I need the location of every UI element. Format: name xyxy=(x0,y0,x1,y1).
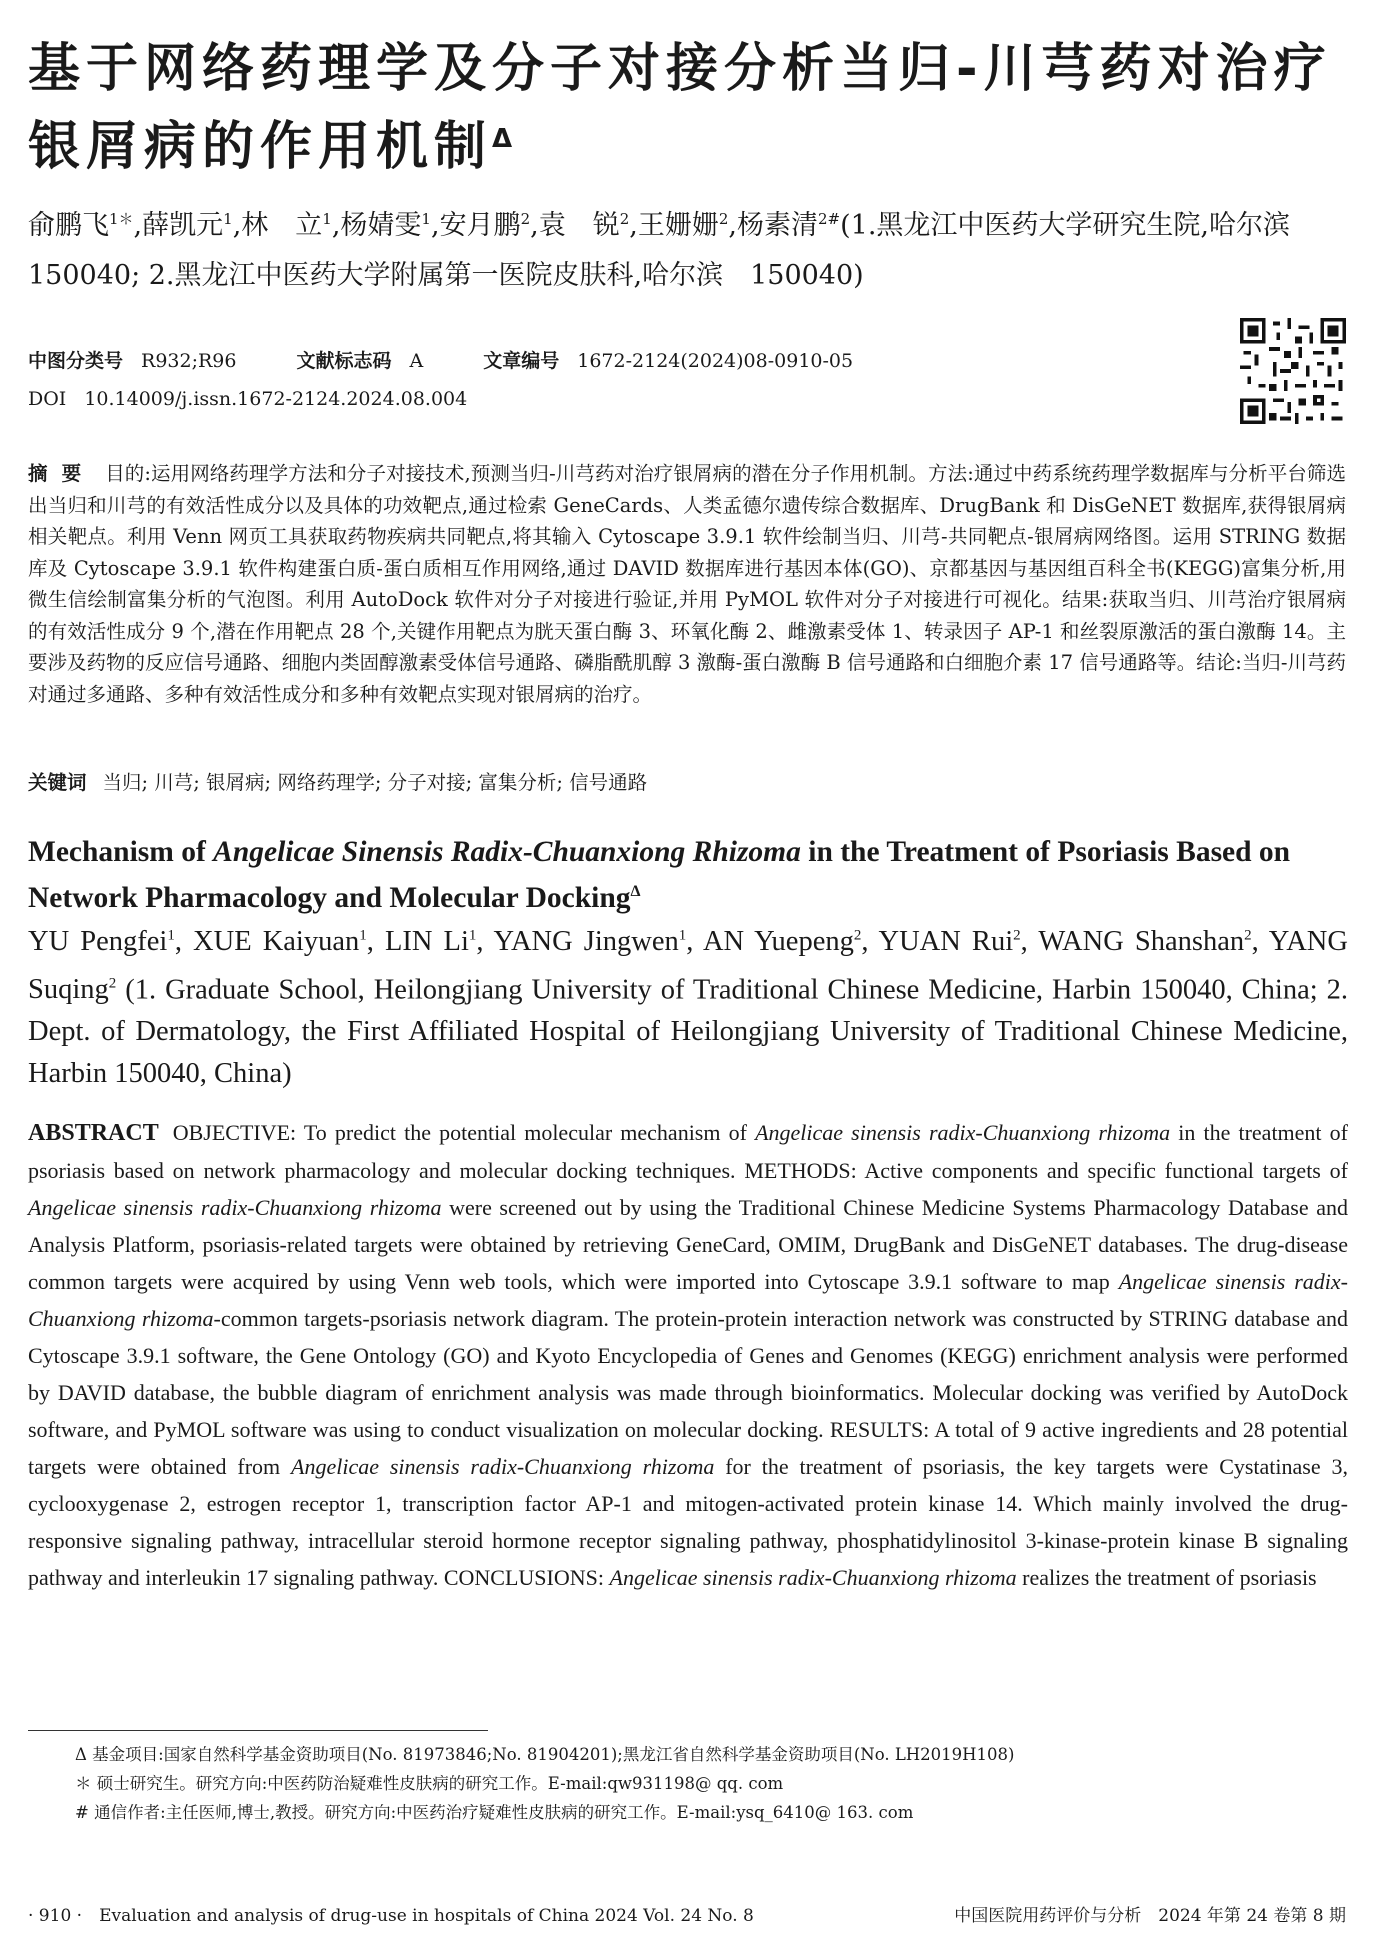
author-name: YANG Suqing xyxy=(28,925,1348,1005)
qr-code-icon[interactable] xyxy=(1240,318,1346,424)
herb-name: Angelicae sinensis radix-Chuanxiong rhizoma xyxy=(609,1565,1017,1590)
english-title-part: Mechanism of xyxy=(28,836,214,868)
author-affiliation-mark: 1 xyxy=(322,210,332,228)
clc-value: R932;R96 xyxy=(141,350,237,372)
english-abstract-label: ABSTRACT xyxy=(28,1120,159,1146)
author-affiliation-mark: 1 xyxy=(421,210,431,228)
english-title xyxy=(28,832,1348,918)
author-name: 王姗姗 xyxy=(637,210,719,241)
footnotes xyxy=(75,1740,1355,1827)
chinese-author-list: 俞鹏飞$^{1*}$,薛凯元$^1$,林 立$^1$,杨婧雯$^1$,安月鹏$^2$,袁 锐$^2$,王姗姗$^2$,杨素清$^{2\#}$ xyxy=(28,210,841,241)
author-affiliation-mark: 2 xyxy=(718,210,729,228)
footnote-divider xyxy=(28,1730,488,1731)
doi-label: DOI xyxy=(28,388,67,410)
author-name: YUAN Rui xyxy=(878,925,1014,957)
clc-label: 中图分类号 xyxy=(28,350,124,372)
funding-footnote: Δ 基金项目:国家自然科学基金资助项目(No. 81973846;No. 81904201);黑龙江省自然科学基金资助项目(No. LH2019H108) xyxy=(75,1745,1015,1764)
doi-value[interactable]: 10.14009/j.issn.1672-2124.2024.08.004 xyxy=(84,388,468,410)
chinese-abstract xyxy=(28,458,1346,710)
author-name: 俞鹏飞 xyxy=(28,210,109,241)
author-name: YU Pengfei xyxy=(28,925,168,957)
author-affiliation-mark: 1 xyxy=(167,927,175,943)
author-affiliation-mark: 2 xyxy=(108,975,117,992)
english-abstract xyxy=(28,1114,1348,1596)
abstract-text: realizes the treatment of psoriasis xyxy=(1016,1565,1317,1590)
author-affiliation-mark: 1＊ xyxy=(109,210,134,228)
doc-code-label: 文献标志码 xyxy=(296,350,392,372)
author-name: 杨素清 xyxy=(736,210,818,241)
classification-row xyxy=(28,348,853,374)
abstract-text: were screened out by using the Traditional Chinese Medicine Systems Pharmacology Database and Analysis Platform, psoriasis-related targets were obtained by retrieving GeneCard, OMIM, DrugBank and DisGeNET databases. The drug-disease common targets were acquired by using Venn web tools, which were imported into Cytoscape 3.9.1 software to map xyxy=(28,1195,1348,1294)
chinese-authors xyxy=(28,194,1348,301)
english-affiliations: (1. Graduate School, Heilongjiang University of Traditional Chinese Medicine, Harbin 150040, China; 2. Dept. of Dermatology, the First Affiliated Hospital of Heilongjiang University of Traditional Chinese Medicine, Harbin 150040, China) xyxy=(28,974,1349,1089)
chinese-keywords xyxy=(28,768,1346,798)
footer-journal-en: · 910 · Evaluation and analysis of drug-use in hospitals of China 2024 Vol. 24 No. 8 xyxy=(28,1906,754,1926)
author-name: AN Yuepeng xyxy=(702,925,854,957)
author-name: WANG Shanshan xyxy=(1038,925,1245,957)
english-title-part: in the Treatment of Psoriasis Based on Network Pharmacology and Molecular Docking xyxy=(28,836,1291,914)
author-affiliation-mark: 2 xyxy=(1244,927,1252,943)
abstract-text: for the treatment of psoriasis, the key targets were Cystatinase 3, cyclooxygenase 2, estrogen receptor 1, transcription factor AP-1 and mitogen-activated protein kinase 14. Which mainly involved the drug-responsive signaling pathway, intracellular steroid hormone receptor signaling pathway, phosphatidylinositol 3-kinase-protein kinase B signaling pathway and interleukin 17 signaling pathway. CONCLUSIONS: xyxy=(28,1454,1348,1590)
first-author-footnote: ＊ 硕士研究生。研究方向:中医药防治疑难性皮肤病的研究工作。E-mail:qw931198@ qq. com xyxy=(75,1774,784,1793)
english-authors xyxy=(28,914,1348,1095)
doi-row xyxy=(28,386,467,412)
author-name: XUE Kaiyuan xyxy=(193,925,360,957)
author-affiliation-mark: 1 xyxy=(359,927,367,943)
article-no-value: 1672-2124(2024)08-0910-05 xyxy=(577,350,854,372)
abstract-text: -common targets-psoriasis network diagram. The protein-protein interaction network was constructed by STRING database and Cytoscape 3.9.1 software, the Gene Ontology (GO) and Kyoto Encyclopedia of Genes and Genomes (KEGG) enrichment analysis were performed by DAVID database, the bubble diagram of enrichment analysis was made through bioinformatics. Molecular docking was verified by AutoDock software, and PyMOL software was using to conduct visualization on molecular docking. RESULTS: A total of 9 active ingredients and 28 potential targets were obtained from xyxy=(28,1306,1349,1479)
corresponding-author-footnote: # 通信作者:主任医师,博士,教授。研究方向:中医药治疗疑难性皮肤病的研究工作。E-mail:ysq_6410@ 163. com xyxy=(75,1803,914,1822)
english-title-herb: Angelicae Sinensis Radix-Chuanxiong Rhizoma xyxy=(213,836,801,868)
author-name: 安月鹏 xyxy=(439,210,521,241)
abstract-text: OBJECTIVE: To predict the potential molecular mechanism of xyxy=(172,1120,756,1145)
article-no-label: 文章编号 xyxy=(483,350,560,372)
chinese-affiliations: (1.黑龙江中医药大学研究生院,哈尔滨 150040; 2.黑龙江中医药大学附属第一医院皮肤科,哈尔滨 150040) xyxy=(28,210,1317,291)
abstract-text: in the treatment of psoriasis based on network pharmacology and molecular docking techniques. METHODS: Active components and specific functional targets of xyxy=(28,1120,1348,1183)
herb-name: Angelicae sinensis radix-Chuanxiong rhizoma xyxy=(291,1454,715,1479)
footer-journal-cn: 中国医院用药评价与分析 2024 年第 24 卷第 8 期 xyxy=(954,1906,1346,1926)
author-name: 杨婧雯 xyxy=(340,210,422,241)
author-affiliation-mark: 2 xyxy=(520,210,531,228)
chinese-keywords-label: 关键词 xyxy=(28,771,87,794)
herb-name: Angelicae sinensis radix-Chuanxiong rhizoma xyxy=(28,1195,442,1220)
author-affiliation-mark: 2 xyxy=(853,927,862,943)
author-affiliation-mark: 2# xyxy=(817,210,841,228)
author-affiliation-mark: 2 xyxy=(619,210,630,228)
english-funding-mark: Δ xyxy=(630,883,641,900)
english-author-list: YU Pengfei$^1$, XUE Kaiyuan$^1$, LIN Li$^1$, YANG Jingwen$^1$, AN Yuepeng$^2$, YUAN Rui$^2$, WANG Shanshan$^2$, YANG Suqing$^2$ xyxy=(28,925,1348,1005)
chinese-abstract-text: 目的:运用网络药理学方法和分子对接技术,预测当归-川芎药对治疗银屑病的潜在分子作用机制。方法:通过中药系统药理学数据库与分析平台筛选出当归和川芎的有效活性成分以及具体的功效靶点,通过检索 GeneCards、人类孟德尔遗传综合数据库、DrugBank 和 DisGeNET 数据库,获得银屑病相关靶点。利用 Venn 网页工具获取药物疾病共同靶点,将其输入 Cytoscape 3.9.1 软件绘制当归、川芎-共同靶点-银屑病网络图。运用 STRING 数据库及 Cytoscape 3.9.1 软件构建蛋白质-蛋白质相互作用网络,通过 DAVID 数据库进行基因本体(GO)、京都基因与基因组百科全书(KEGG)富集分析,用微生信绘制富集分析的气泡图。利用 AutoDock 软件对分子对接进行验证,并用 PyMOL 软件对分子对接进行可视化。结果:获取当归、川芎治疗银屑病的有效活性成分 9 个,潜在作用靶点 28 个,关键作用靶点为胱天蛋白酶 3、环氧化酶 2、雌激素受体 1、转录因子 AP-1 和丝裂原激活的蛋白激酶 14。主要涉及药物的反应信号通路、细胞内类固醇激素受体信号通路、磷脂酰肌醇 3 激酶-蛋白激酶 B 信号通路和白细胞介素 17 信号通路等。结论:当归-川芎药对通过多通路、多种有效活性成分和多种有效靶点实现对银屑病的治疗。 xyxy=(28,462,1346,706)
chinese-title xyxy=(28,30,1348,186)
author-name: 林 立 xyxy=(241,210,323,241)
doc-code-value: A xyxy=(409,350,424,372)
author-affiliation-mark: 1 xyxy=(468,927,477,943)
author-affiliation-mark: 1 xyxy=(678,927,687,943)
chinese-keywords-text: 当归; 川芎; 银屑病; 网络药理学; 分子对接; 富集分析; 信号通路 xyxy=(102,771,648,794)
herb-name: Angelicae sinensis radix-Chuanxiong rhizoma xyxy=(28,1269,1348,1331)
author-name: 袁 锐 xyxy=(538,210,620,241)
author-name: LIN Li xyxy=(384,925,469,957)
author-affiliation-mark: 1 xyxy=(223,210,233,228)
herb-name: Angelicae sinensis radix-Chuanxiong rhizoma xyxy=(755,1120,1171,1145)
author-name: YANG Jingwen xyxy=(493,925,679,957)
chinese-abstract-label: 摘要 xyxy=(28,462,96,485)
funding-mark: Δ xyxy=(492,124,513,154)
author-affiliation-mark: 2 xyxy=(1013,927,1021,943)
author-name: 薛凯元 xyxy=(142,210,224,241)
chinese-title-text: 基于网络药理学及分子对接分析当归-川芎药对治疗银屑病的作用机制 xyxy=(28,39,1332,177)
